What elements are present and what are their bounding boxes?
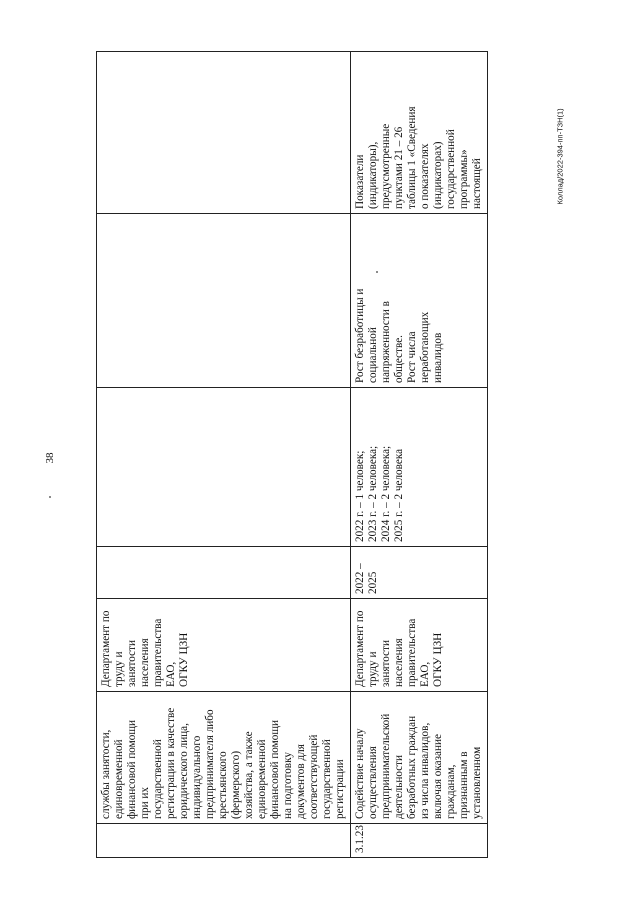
table-row — [351, 52, 488, 858]
scan-speck — [49, 496, 51, 498]
rotated-table-wrapper — [96, 106, 483, 858]
cell-measure: службы занятости, единовременной финансовой помощи при их государственной регистрации в качестве юридического лица, индивидуального предпринимателя либо крестьянского (фермерского) хозяйства, а также единовременной финансовой помощи на подготовку документов для соответствующей государственной регистрации — [97, 692, 351, 824]
cell-executor: Департамент по труду и занятости населения правительства ЕАО, ОГКУ ЦЗН — [351, 599, 488, 692]
cell-period: 2022 – 2025 — [351, 547, 488, 599]
cell-measure: Содействие началу осуществления предпринимательской деятельности безработных граждан из числа инвалидов, включая оказание гражданам, признанным в установленном — [351, 692, 488, 824]
measures-table — [96, 51, 488, 858]
cell-number — [97, 824, 351, 858]
cell-result: 2022 г. – 1 человек; 2023 г. – 2 человека; 2024 г. – 2 человека; 2025 г. – 2 человека — [351, 388, 488, 547]
page-number: 38 — [44, 452, 56, 464]
cell-period — [97, 547, 351, 599]
cell-consequence — [97, 214, 351, 388]
document-code: Коллад/2022-394-пп-ТЗН(1) — [555, 108, 565, 205]
cell-consequence: Рост безработицы и социальной напряженности в обществе. Рост числа неработающих инвалидов — [351, 214, 488, 388]
cell-executor: Департамент по труду и занятости населения правительства ЕАО, ОГКУ ЦЗН — [97, 599, 351, 692]
cell-result — [97, 388, 351, 547]
table-row — [97, 52, 351, 858]
cell-indicator: Показатели (индикаторы), предусмотренные пунктами 21 – 26 таблицы 1 «Сведения о показателях (индикаторах) государственной программы» настоящей — [351, 52, 488, 214]
cell-number: 3.1.23 — [351, 824, 488, 858]
cell-indicator — [97, 52, 351, 214]
